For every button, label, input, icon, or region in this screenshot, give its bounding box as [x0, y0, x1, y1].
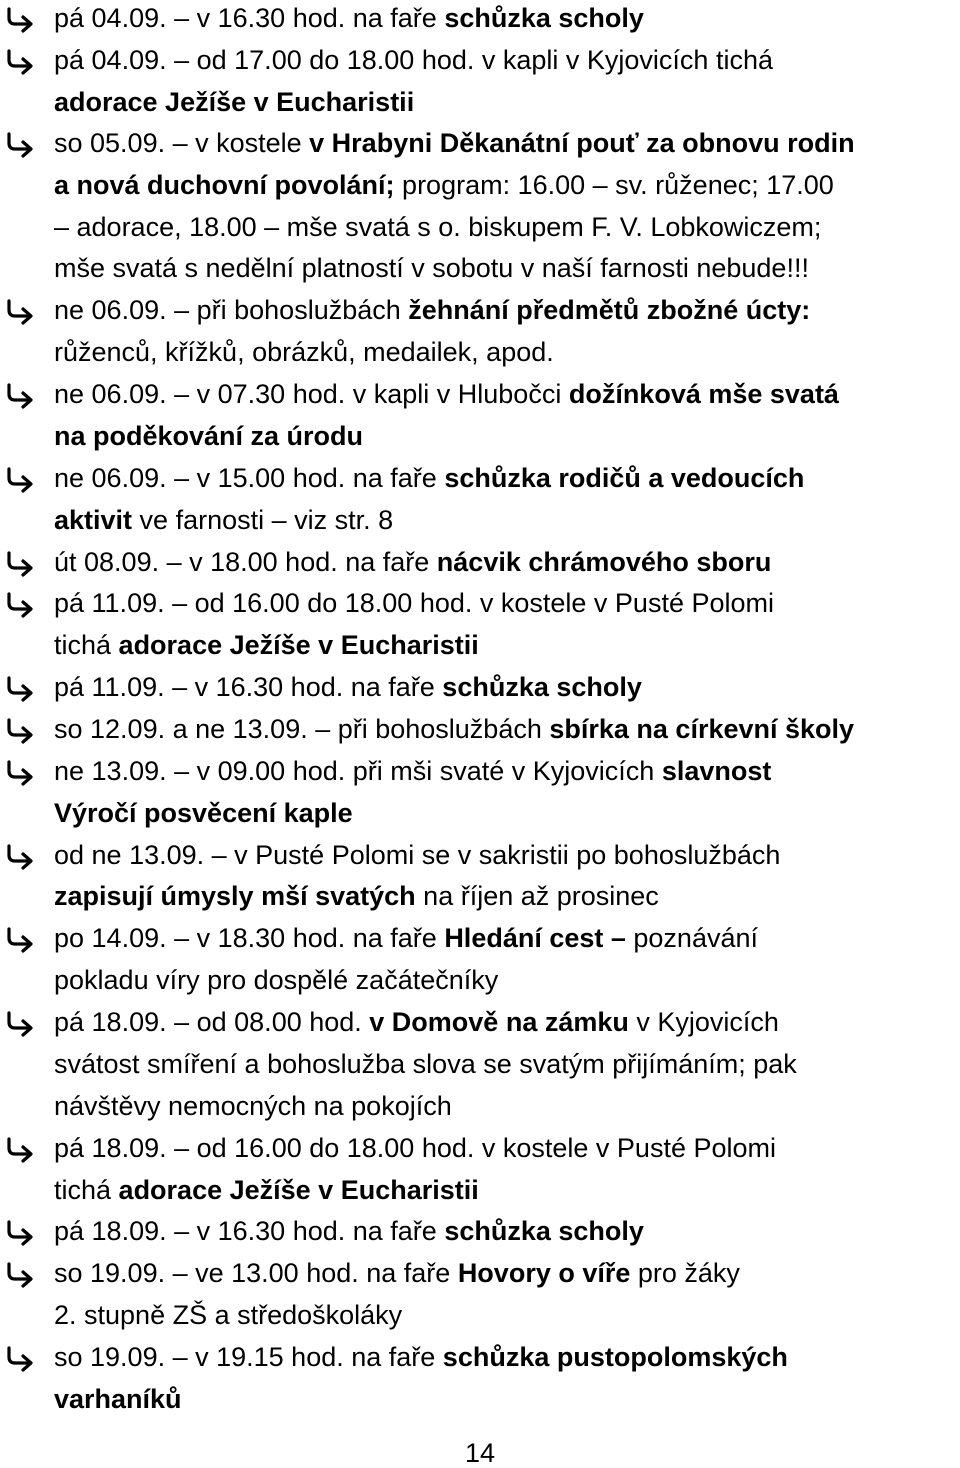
text: pá 04.09. – od 17.00 do 18.00 hod. v kapli v Kyjovicích tichá [54, 45, 773, 75]
text: svátost smíření a bohoslužba slova se svatým přijímáním; pak [54, 1049, 797, 1079]
curved-arrow-right-icon [4, 925, 38, 955]
bold-text: v Domově na zámku [369, 1007, 629, 1037]
bold-text: aktivit [54, 505, 133, 535]
announcement-line [54, 1133, 776, 1163]
bold-text: schůzka rodičů a vedoucích [444, 463, 805, 493]
announcement-line [54, 128, 855, 158]
bold-text: Hledání cest – [444, 923, 626, 953]
text: na říjen až prosinec [415, 881, 659, 911]
bold-text: a nová duchovní povolání; [54, 170, 395, 200]
curved-arrow-right-icon [4, 1344, 38, 1374]
bold-text: Výročí posvěcení kaple [54, 798, 353, 828]
announcement-line [54, 588, 774, 618]
announcement-line [54, 840, 780, 870]
text: růženců, křížků, obrázků, medailek, apod. [54, 337, 554, 367]
announcement-line [54, 212, 821, 242]
curved-arrow-right-icon [4, 1218, 38, 1248]
announcement-line [54, 798, 353, 828]
announcement-line [54, 3, 644, 33]
announcement-line [54, 295, 810, 325]
bold-text: adorace Ježíše v Eucharistii [118, 630, 479, 660]
text: ne 06.09. – při bohoslužbách [54, 295, 409, 325]
curved-arrow-right-icon [4, 381, 38, 411]
text: pá 18.09. – v 16.30 hod. na faře [54, 1216, 445, 1246]
announcement-line [54, 630, 479, 660]
text: pokladu víry pro dospělé začátečníky [54, 965, 499, 995]
text: – adorace, 18.00 – mše svatá s o. biskupem F. V. Lobkowiczem; [54, 212, 822, 242]
announcement-line [54, 881, 659, 911]
announcement-line [54, 505, 393, 535]
announcement-line [54, 1342, 788, 1372]
announcement-line [54, 1216, 644, 1246]
bold-text: adorace Ježíše v Eucharistii [54, 87, 415, 117]
announcement-line [54, 463, 804, 493]
text: od ne 13.09. – v Pusté Polomi se v sakristii po bohoslužbách [54, 840, 781, 870]
text: ne 06.09. – v 15.00 hod. na faře [54, 463, 445, 493]
announcement-line [54, 253, 809, 283]
bold-text: nácvik chrámového sboru [436, 547, 772, 577]
announcement-line [54, 672, 642, 702]
text: pá 11.09. – v 16.30 hod. na faře [54, 672, 443, 702]
text: pá 18.09. – od 08.00 hod. [54, 1007, 370, 1037]
announcement-line [54, 1091, 452, 1121]
bold-text: sbírka na církevní školy [549, 714, 855, 744]
text: so 05.09. – v kostele [54, 128, 310, 158]
text: ne 13.09. – v 09.00 hod. při mši svaté v Kyjovicích [54, 756, 662, 786]
bold-text: na poděkování za úrodu [54, 421, 364, 451]
curved-arrow-right-icon [4, 590, 38, 620]
announcement-line [54, 923, 758, 953]
announcement-line [54, 714, 854, 744]
curved-arrow-right-icon [4, 1260, 38, 1290]
announcement-line [54, 756, 771, 786]
text: po 14.09. – v 18.30 hod. na faře [54, 923, 445, 953]
curved-arrow-right-icon [4, 716, 38, 746]
bold-text: schůzka scholy [444, 3, 644, 33]
announcement-line [54, 1049, 797, 1079]
curved-arrow-right-icon [4, 47, 38, 77]
curved-arrow-right-icon [4, 549, 38, 579]
text: út 08.09. – v 18.00 hod. na faře [54, 547, 437, 577]
announcement-line [54, 45, 773, 75]
text: poznávání [625, 923, 758, 953]
announcement-line [54, 379, 839, 409]
curved-arrow-right-icon [4, 5, 38, 35]
bold-text: schůzka scholy [442, 672, 642, 702]
text: so 12.09. a ne 13.09. – při bohoslužbách [54, 714, 550, 744]
text: pá 04.09. – v 16.30 hod. na faře [54, 3, 445, 33]
page-number: 14 [464, 1438, 496, 1468]
announcement-line [54, 1384, 182, 1414]
text: v Kyjovicích [628, 1007, 779, 1037]
text: tichá [54, 630, 119, 660]
bold-text: Hovory o víře [457, 1258, 631, 1288]
curved-arrow-right-icon [4, 1135, 38, 1165]
announcement-line [54, 1175, 479, 1205]
curved-arrow-right-icon [4, 465, 38, 495]
bold-text: adorace Ježíše v Eucharistii [118, 1175, 479, 1205]
announcement-line [54, 421, 363, 451]
curved-arrow-right-icon [4, 297, 38, 327]
announcement-line [54, 337, 554, 367]
bold-text: schůzka pustopolomských [442, 1342, 788, 1372]
curved-arrow-right-icon [4, 674, 38, 704]
text: 2. stupně ZŠ a středoškoláky [54, 1300, 403, 1330]
announcement-line [54, 87, 414, 117]
announcement-line [54, 547, 771, 577]
curved-arrow-right-icon [4, 842, 38, 872]
text: so 19.09. – ve 13.00 hod. na faře [54, 1258, 458, 1288]
announcement-line [54, 1300, 402, 1330]
text: program: 16.00 – sv. růženec; 17.00 [394, 170, 834, 200]
bold-text: schůzka scholy [444, 1216, 644, 1246]
text: pro žáky [630, 1258, 740, 1288]
text: pá 18.09. – od 16.00 do 18.00 hod. v kostele v Pusté Polomi [54, 1133, 776, 1163]
text: pá 11.09. – od 16.00 do 18.00 hod. v kostele v Pusté Polomi [54, 588, 774, 618]
bold-text: zapisují úmysly mší svatých [54, 881, 416, 911]
bold-text: žehnání předmětů zbožné úcty: [408, 295, 811, 325]
announcement-line [54, 1007, 779, 1037]
text: ne 06.09. – v 07.30 hod. v kapli v Hlubočci [54, 379, 569, 409]
bold-text: v Hrabyni Děkanátní pouť za obnovu rodin [309, 128, 855, 158]
text: tichá [54, 1175, 119, 1205]
bold-text: varhaníků [54, 1384, 182, 1414]
curved-arrow-right-icon [4, 1009, 38, 1039]
curved-arrow-right-icon [4, 758, 38, 788]
announcement-line [54, 1258, 740, 1288]
text: so 19.09. – v 19.15 hod. na faře [54, 1342, 443, 1372]
announcement-line [54, 965, 498, 995]
curved-arrow-right-icon [4, 130, 38, 160]
bold-text: dožínková mše svatá [568, 379, 839, 409]
text: mše svatá s nedělní platností v sobotu v naší farnosti nebude!!! [54, 253, 809, 283]
announcement-line [54, 170, 834, 200]
bold-text: slavnost [661, 756, 772, 786]
text: návštěvy nemocných na pokojích [54, 1091, 452, 1121]
text: ve farnosti – viz str. 8 [132, 505, 394, 535]
